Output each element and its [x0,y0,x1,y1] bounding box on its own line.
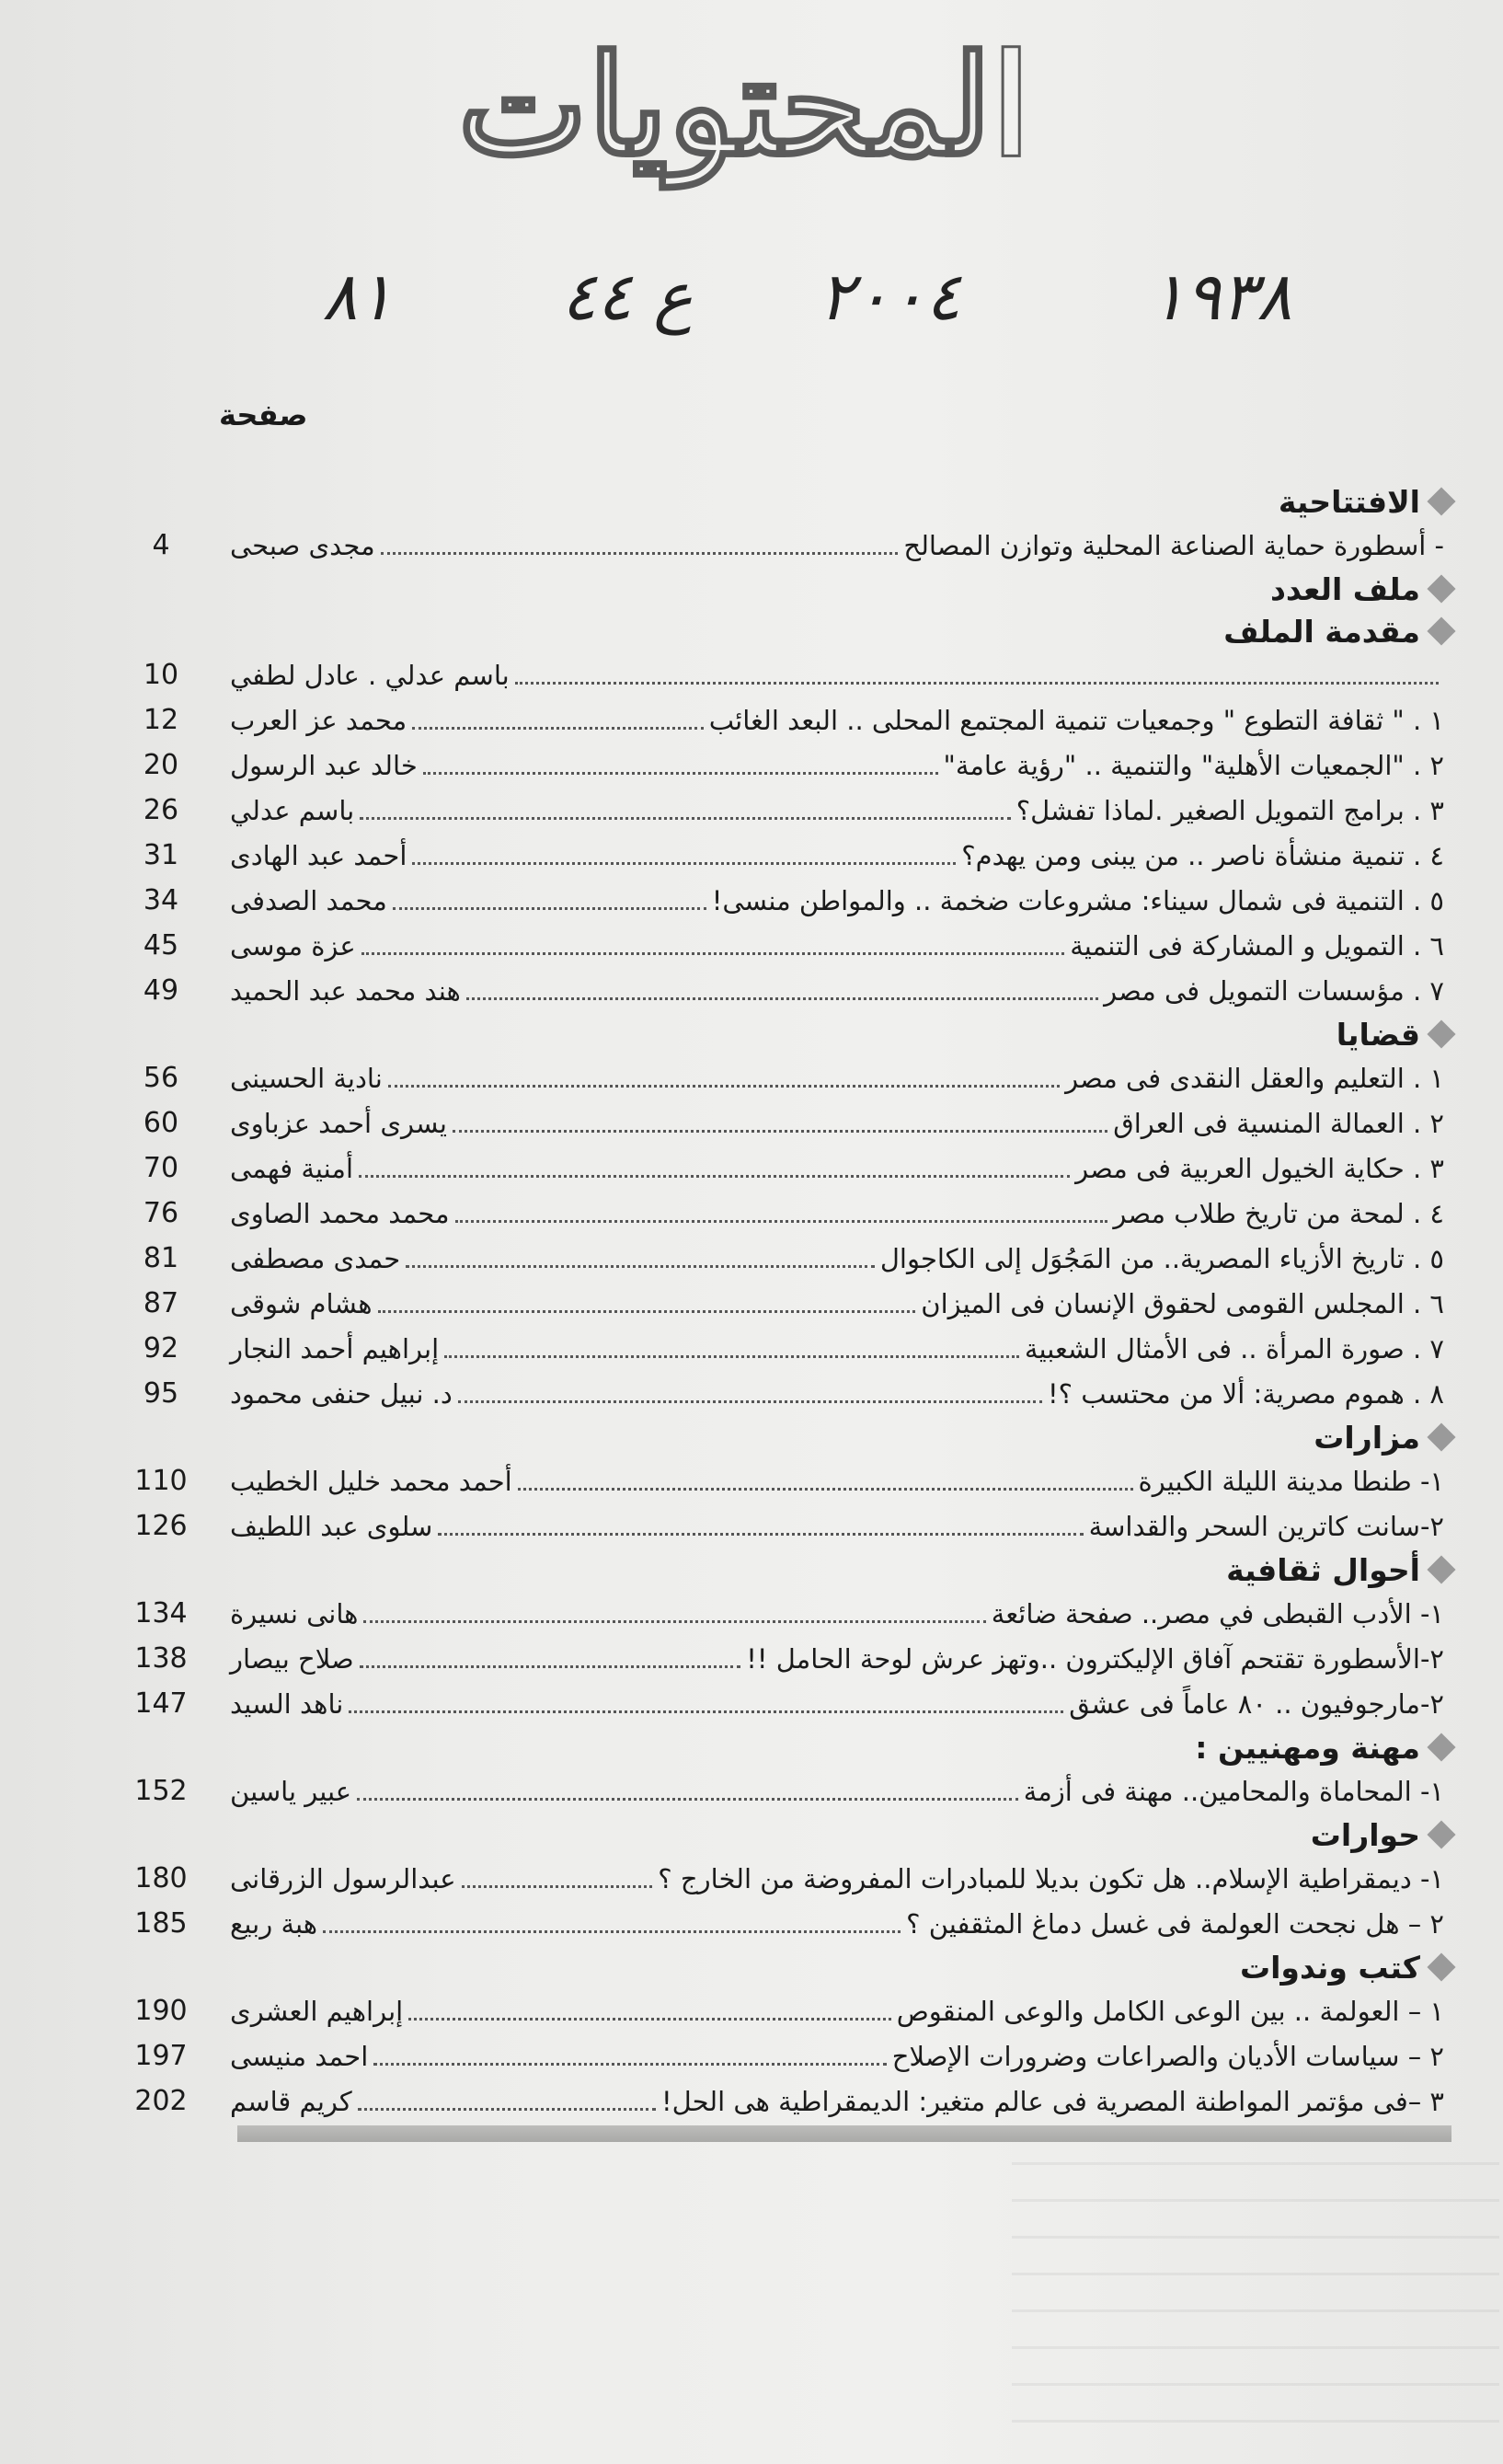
toc-entry[interactable] [143,652,1451,697]
dot-leader [444,1339,1019,1358]
table-of-contents [134,480,1451,2124]
toc-entry[interactable] [143,743,1451,788]
dot-leader [361,936,1065,955]
dot-leader [363,1604,985,1623]
entry-title: ٣ . برامج التمويل الصغير .لماذا تفشل؟ [1015,794,1444,826]
dot-leader [357,1781,1018,1801]
toc-entry[interactable] [143,788,1451,833]
bottom-rule [237,2125,1451,2142]
entry-page-number: 12 [143,704,179,736]
entry-page-number: 185 [134,1907,188,1940]
entry-author: مجدى صبحى [230,529,375,561]
toc-entry[interactable] [143,1236,1451,1281]
toc-entry[interactable] [134,2078,1451,2124]
entry-author: حمدى مصطفى [230,1242,401,1274]
bleed-through-texture [1012,2162,1499,2438]
section-title: حوارات [1310,1816,1420,1853]
diamond-bullet-icon [1427,1422,1455,1451]
toc-entry[interactable] [134,1988,1451,2033]
entry-author: د. نبيل حنفى محمود [230,1377,453,1410]
entry-title: ٧ . صورة المرأة .. فى الأمثال الشعبية [1024,1332,1444,1364]
entry-title: ٢-سانت كاترين السحر والقداسة [1088,1510,1444,1542]
entry-page-number: 56 [143,1062,179,1094]
diamond-bullet-icon [1427,1019,1455,1048]
entry-author: محمد عز العرب [230,704,407,736]
masthead [457,0,1030,239]
section-heading [230,610,1451,652]
dot-leader [378,1294,916,1313]
dot-leader [349,1694,1063,1713]
entry-title: ١- طنطا مدينة الليلة الكبيرة [1138,1465,1444,1497]
entry-page-number: 76 [143,1197,179,1229]
entry-title: - أسطورة حماية الصناعة المحلية وتوازن المصالح [903,529,1444,561]
entry-page-number: 70 [143,1152,179,1184]
entry-title: ٢ – سياسات الأديان والصراعات وضرورات الإصلاح [891,2040,1444,2072]
entry-page-number: 138 [134,1642,188,1675]
diamond-bullet-icon [1427,616,1455,645]
diamond-bullet-icon [1427,1952,1455,1981]
entry-author: هانى نسيرة [230,1597,359,1629]
dot-leader [323,1914,901,1933]
entry-title: ١- الأدب القبطى في مصر.. صفحة ضائعة [991,1597,1444,1629]
entry-page-number: 126 [134,1510,188,1542]
dot-leader [518,1471,1133,1491]
toc-entry[interactable] [134,2033,1451,2078]
toc-entry[interactable] [143,1146,1451,1191]
toc-entry[interactable] [143,923,1451,968]
section-heading [230,1946,1451,1988]
entry-title: ٤ . تنمية منشأة ناصر .. من يبنى ومن يهدم؟ [961,839,1444,871]
toc-entry[interactable] [134,1768,1451,1813]
dot-leader [412,710,704,730]
dot-leader [360,800,1010,820]
section-heading [230,480,1451,523]
entry-title: ٢ . العمالة المنسية فى العراق [1113,1107,1444,1139]
toc-entry[interactable] [143,1100,1451,1146]
entry-author: ناهد السيد [230,1687,344,1720]
dot-leader [458,1384,1042,1403]
masthead-title: المحتويات [457,25,1030,187]
entry-author: خالد عبد الرسول [230,749,418,781]
entry-author: إبراهيم العشرى [230,1995,404,2027]
dot-leader [455,1203,1108,1223]
dot-leader [406,1249,875,1268]
dot-leader [388,1068,1060,1088]
dot-leader [373,2046,887,2066]
entry-title: ١- ديمقراطية الإسلام.. هل تكون بديلا للمبادرات المفروضة من الخارج ؟ [658,1862,1444,1894]
entry-author: كريم قاسم [230,2085,352,2117]
toc-entry[interactable] [143,1281,1451,1326]
section-title: قضايا [1336,1016,1420,1053]
diamond-bullet-icon [1427,1820,1455,1848]
entry-author: هشام شوقى [230,1287,373,1319]
entry-title: ٧ . مؤسسات التمويل فى مصر [1104,974,1444,1007]
entry-author: صلاح بيصار [230,1642,354,1675]
entry-author: سلوى عبد اللطيف [230,1510,433,1542]
entry-title: ٦ . التمويل و المشاركة فى التنمية [1070,929,1444,961]
entry-author: عبير ياسين [230,1775,352,1807]
toc-entry[interactable] [134,1503,1451,1549]
section-title: الافتتاحية [1278,483,1420,520]
section-heading [230,1726,1451,1768]
dot-leader [423,755,938,775]
dot-leader [358,2091,656,2111]
entry-title: ٥ . التنمية فى شمال سيناء: مشروعات ضخمة .. والمواطن منسى! [711,884,1444,916]
entry-page-number: 152 [134,1775,188,1807]
entry-page-number: 45 [143,929,179,961]
dot-leader [360,1649,741,1668]
entry-title: ٦ . المجلس القومى لحقوق الإنسان فى الميزان [921,1287,1444,1319]
entry-title: ٢ – هل نجحت العولمة فى غسل دماغ المثقفين ؟ [906,1907,1444,1940]
entry-author: عبدالرسول الزرقانى [230,1862,456,1894]
diamond-bullet-icon [1427,574,1455,603]
entry-author: أمنية فهمى [230,1152,354,1184]
dot-leader [462,1869,653,1888]
toc-entry[interactable] [134,1458,1451,1503]
entry-page-number: 87 [143,1287,179,1319]
entry-title: ٢-مارجوفيون .. ٨٠ عاماً فى عشق [1069,1687,1444,1720]
diamond-bullet-icon [1427,1733,1455,1761]
handwritten-note-a: ٨١ [322,258,394,335]
dot-leader [466,981,1098,1000]
handwritten-note-b: ع ٤٤ [561,258,694,335]
toc-entry[interactable] [143,1326,1451,1371]
entry-author: يسرى أحمد عزباوى [230,1107,447,1139]
entry-author: نادية الحسينى [230,1062,383,1094]
page-column-label: صفحة [219,397,308,432]
diamond-bullet-icon [1427,487,1455,515]
entry-author: باسم عدلي [230,794,355,826]
handwritten-note-c: ٢٠٠٤ [819,258,961,335]
section-heading [230,568,1451,610]
diamond-bullet-icon [1427,1555,1455,1583]
section-heading [230,1813,1451,1856]
entry-page-number: 190 [134,1995,188,2027]
entry-author: هند محمد عبد الحميد [230,974,461,1007]
entry-author: هبة ربيع [230,1907,318,1940]
dot-leader [515,665,1439,685]
dot-leader [381,535,899,555]
entry-author: محمد محمد الصاوى [230,1197,450,1229]
section-title: كتب وندوات [1239,1949,1420,1986]
toc-entry[interactable] [134,1681,1451,1726]
entry-author: أحمد عبد الهادى [230,839,407,871]
entry-page-number: 34 [143,884,179,916]
toc-entry[interactable] [143,1055,1451,1100]
entry-title: ٢-الأسطورة تقتحم آفاق الإليكترون ..وتهز عرش لوحة الحامل !! [746,1642,1444,1675]
toc-entry[interactable] [143,878,1451,923]
entry-title: ٥ . تاريخ الأزياء المصرية.. من المَجُوَل إلى الكاجوال [879,1242,1444,1274]
dot-leader [359,1158,1070,1178]
section-title: مقدمة الملف [1223,613,1420,650]
entry-page-number: 60 [143,1107,179,1139]
toc-entry[interactable] [143,697,1451,743]
entry-page-number: 202 [134,2085,188,2117]
entry-title: ١ . " ثقافة التطوع " وجمعيات تنمية المجتمع المحلى .. البعد الغائب [708,704,1444,736]
toc-entry[interactable] [143,968,1451,1013]
entry-title: ١- المحاماة والمحامين.. مهنة فى أزمة [1023,1775,1444,1807]
entry-author: احمد منيسى [230,2040,369,2072]
section-heading [230,1013,1451,1055]
section-title: ملف العدد [1269,570,1420,607]
entry-page-number: 26 [143,794,179,826]
entry-page-number: 49 [143,974,179,1007]
entry-page-number: 31 [143,839,179,871]
entry-author: محمد الصدفى [230,884,387,916]
entry-page-number: 4 [152,529,170,561]
section-heading [230,1416,1451,1458]
toc-entry[interactable] [143,1371,1451,1416]
entry-title: ٨ . هموم مصرية: ألا من محتسب ؟! [1048,1377,1444,1410]
entry-page-number: 110 [134,1465,188,1497]
toc-entry[interactable] [134,1591,1451,1636]
dot-leader [412,846,956,865]
section-heading [230,1549,1451,1591]
entry-page-number: 81 [143,1242,179,1274]
entry-page-number: 147 [134,1687,188,1720]
entry-title: ٤ . لمحة من تاريخ طلاب مصر [1113,1197,1444,1229]
toc-entry[interactable] [152,523,1451,568]
entry-author: أحمد محمد خليل الخطيب [230,1465,512,1497]
entry-author: إبراهيم أحمد النجار [230,1332,440,1364]
dot-leader [438,1516,1083,1536]
entry-page-number: 95 [143,1377,179,1410]
toc-entry[interactable] [134,1636,1451,1681]
dot-leader [453,1113,1107,1133]
dot-leader [393,891,706,910]
entry-page-number: 20 [143,749,179,781]
section-title: مزارات [1314,1419,1420,1456]
entry-page-number: 134 [134,1597,188,1629]
toc-entry[interactable] [143,833,1451,878]
section-title: أحوال ثقافية [1226,1551,1420,1588]
entry-title: ١ . التعليم والعقل النقدى فى مصر [1065,1062,1444,1094]
handwritten-note-d: ١٩٣٨ [1150,258,1292,335]
entry-title: ٣ –فى مؤتمر المواطنة المصرية فى عالم متغير: الديمقراطية هى الحل! [661,2085,1444,2117]
entry-author: عزة موسى [230,929,356,961]
section-title: مهنة ومهنيين : [1195,1729,1420,1766]
entry-page-number: 10 [143,659,179,691]
entry-title: ٣ . حكاية الخيول العربية فى مصر [1075,1152,1444,1184]
entry-author: باسم عدلي . عادل لطفي [230,659,510,691]
entry-page-number: 197 [134,2040,188,2072]
entry-page-number: 92 [143,1332,179,1364]
dot-leader [408,2001,891,2021]
toc-entry[interactable] [134,1901,1451,1946]
entry-title: ١ – العولمة .. بين الوعى الكامل والوعى المنقوص [896,1995,1444,2027]
entry-title: ٢ . "الجمعيات الأهلية" والتنمية .. "رؤية عامة" [943,749,1444,781]
toc-entry[interactable] [134,1856,1451,1901]
entry-page-number: 180 [134,1862,188,1894]
toc-entry[interactable] [143,1191,1451,1236]
